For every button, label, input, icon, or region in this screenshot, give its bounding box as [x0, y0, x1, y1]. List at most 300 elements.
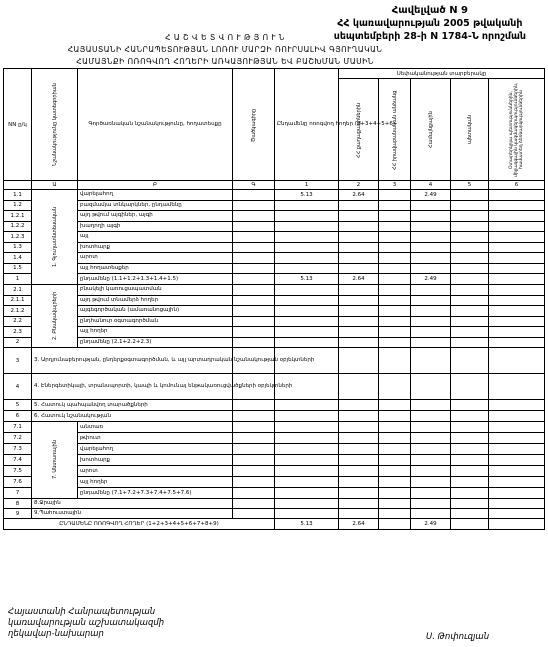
- row-number: 5: [4, 400, 32, 411]
- legal-cell: [379, 316, 411, 327]
- foreign-cell: [489, 509, 545, 519]
- index-cell: 4: [411, 181, 451, 190]
- table-row: [4, 433, 545, 444]
- total-cell: [275, 509, 339, 519]
- row-name: 5. Հատուկ պահպանվող տարածքների: [32, 400, 233, 411]
- community-cell: [411, 295, 451, 306]
- total-cell: [275, 455, 339, 466]
- index-cell: 5: [451, 181, 489, 190]
- foreign-cell: [489, 433, 545, 444]
- row-name: ընդամենը (1.1+1.2+1.3+1.4+1.5): [78, 274, 233, 285]
- row-number: 1.5: [4, 263, 32, 274]
- table-row: [4, 499, 545, 509]
- state-cell: [451, 455, 489, 466]
- total-cell: [275, 327, 339, 338]
- table-row: [4, 422, 545, 433]
- row-name: այլ հողեր: [78, 327, 233, 338]
- state-cell: [451, 285, 489, 296]
- community-cell: [411, 337, 451, 348]
- row-name: խոտհարք: [78, 455, 233, 466]
- row-name: այլ հողեր: [78, 477, 233, 488]
- annex-number: Հավելված N 9: [391, 5, 469, 16]
- row-number: 4: [4, 374, 32, 400]
- state-cell: [451, 316, 489, 327]
- citizens-cell: 2.64: [339, 519, 379, 530]
- state-cell: [451, 337, 489, 348]
- legal-cell: [379, 274, 411, 285]
- citizens-cell: [339, 263, 379, 274]
- state-cell: [451, 411, 489, 422]
- table-row: [4, 242, 545, 253]
- row-number: 2.2: [4, 316, 32, 327]
- row-name: արոտ: [78, 253, 233, 264]
- community-cell: [411, 253, 451, 264]
- community-cell: [411, 348, 451, 374]
- state-cell: [451, 433, 489, 444]
- table-row: [4, 253, 545, 264]
- citizens-cell: [339, 327, 379, 338]
- foreign-cell: [489, 411, 545, 422]
- row-number: 7.4: [4, 455, 32, 466]
- table-row: [4, 337, 545, 348]
- col-community: Համայնքային: [427, 111, 434, 148]
- row-number: 1.2: [4, 200, 32, 211]
- citizens-cell: [339, 455, 379, 466]
- index-cell: 1: [275, 181, 339, 190]
- state-cell: [451, 327, 489, 338]
- total-cell: [275, 433, 339, 444]
- legal-cell: [379, 466, 411, 477]
- community-cell: [411, 488, 451, 499]
- table-row: [4, 232, 545, 243]
- group-label: 7. Անտառային: [51, 440, 58, 480]
- code-cell: [233, 422, 275, 433]
- total-cell: [275, 466, 339, 477]
- total-cell: 5.13: [275, 190, 339, 201]
- code-cell: [233, 306, 275, 317]
- col-citizens: ՀՀ քաղաքացիներին: [355, 101, 362, 158]
- citizens-cell: [339, 221, 379, 232]
- row-name: ընդհանուր օգտագործման: [78, 316, 233, 327]
- foreign-cell: [489, 400, 545, 411]
- citizens-cell: [339, 316, 379, 327]
- group-label-cell: [32, 285, 78, 348]
- code-cell: [233, 232, 275, 243]
- foreign-cell: [489, 519, 545, 530]
- table-row: [4, 374, 545, 400]
- code-cell: [233, 337, 275, 348]
- row-number: 8: [4, 499, 32, 509]
- state-cell: [451, 374, 489, 400]
- community-cell: [411, 509, 451, 519]
- community-cell: [411, 211, 451, 222]
- citizens-cell: [339, 285, 379, 296]
- state-cell: [451, 477, 489, 488]
- code-cell: [233, 253, 275, 264]
- citizens-cell: [339, 400, 379, 411]
- row-name: խաղողի այգի: [78, 221, 233, 232]
- foreign-cell: [489, 190, 545, 201]
- row-number: 1.3: [4, 242, 32, 253]
- code-cell: [233, 477, 275, 488]
- legal-cell: [379, 190, 411, 201]
- community-cell: [411, 242, 451, 253]
- foreign-cell: [489, 295, 545, 306]
- legal-cell: [379, 221, 411, 232]
- code-cell: [233, 200, 275, 211]
- row-name: 8.Ջրային: [32, 499, 233, 509]
- code-cell: [233, 488, 275, 499]
- community-cell: 2.49: [411, 519, 451, 530]
- row-number: 2.1: [4, 285, 32, 296]
- report-subtitle-1: ՀԱՅԱՍՏԱՆԻ ՀԱՆՐԱՊԵՏՈՒԹՅԱՆ ԼՈՌՈՒ ՄԱՐԶԻ ՌՈՒՐՍԱԼԻՎ ԳՅՈՒՂԱԿԱՆ: [67, 45, 383, 54]
- foreign-cell: [489, 444, 545, 455]
- row-number: 1.2.2: [4, 221, 32, 232]
- foreign-cell: [489, 455, 545, 466]
- code-cell: [233, 509, 275, 519]
- row-number: 7.6: [4, 477, 32, 488]
- community-cell: 2.49: [411, 190, 451, 201]
- table-row: [4, 327, 545, 338]
- index-row: [4, 181, 545, 190]
- state-cell: [451, 242, 489, 253]
- signatory-title: [8, 607, 164, 640]
- table-row: [4, 190, 545, 201]
- community-cell: [411, 466, 451, 477]
- col-purpose: Նշանակությունը կատեգորիան: [51, 83, 58, 166]
- citizens-cell: 2.64: [339, 274, 379, 285]
- code-cell: [233, 242, 275, 253]
- total-cell: [275, 499, 339, 509]
- state-cell: [451, 466, 489, 477]
- code-cell: [233, 466, 275, 477]
- community-cell: [411, 411, 451, 422]
- signatory-line-2: կառավարության աշխատակազմի: [8, 618, 165, 628]
- total-cell: [275, 263, 339, 274]
- total-cell: [275, 285, 339, 296]
- code-cell: [233, 411, 275, 422]
- code-cell: [233, 400, 275, 411]
- foreign-cell: [489, 253, 545, 264]
- community-cell: [411, 285, 451, 296]
- table-row: [4, 400, 545, 411]
- row-number: 6: [4, 411, 32, 422]
- row-name: վարելահող: [78, 190, 233, 201]
- row-number: 2.1.2: [4, 306, 32, 317]
- foreign-cell: [489, 422, 545, 433]
- code-cell: [233, 190, 275, 201]
- row-number: 2.1.1: [4, 295, 32, 306]
- foreign-cell: [489, 200, 545, 211]
- table-row: [4, 477, 545, 488]
- community-cell: [411, 499, 451, 509]
- total-cell: [275, 295, 339, 306]
- signatory-line-1: Հայաստանի Հանրապետության: [8, 607, 156, 617]
- row-number: 1.1: [4, 190, 32, 201]
- row-number: 1.2.1: [4, 211, 32, 222]
- code-cell: [233, 499, 275, 509]
- citizens-cell: [339, 499, 379, 509]
- legal-cell: [379, 285, 411, 296]
- row-number: 2.3: [4, 327, 32, 338]
- table-row: [4, 200, 545, 211]
- total-cell: [275, 444, 339, 455]
- col-foreign: Օտարերկրյա պետություններին, միջազգային կազմակերպություններին, համատեղ ձեռնարկություններին: [509, 82, 525, 177]
- table-row: [4, 488, 545, 499]
- row-name: թփուտ: [78, 433, 233, 444]
- foreign-cell: [489, 337, 545, 348]
- legal-cell: [379, 400, 411, 411]
- total-cell: [275, 221, 339, 232]
- group-label: 2. Բնակավայրերի: [51, 291, 58, 341]
- state-cell: [451, 509, 489, 519]
- row-name: 6. Հատուկ նշանակության: [32, 411, 233, 422]
- col-legal: ՀՀ իրավաբանական անձանց: [391, 89, 398, 170]
- citizens-cell: [339, 232, 379, 243]
- legal-cell: [379, 509, 411, 519]
- legal-cell: [379, 411, 411, 422]
- col-code: Ծածկագիրը: [250, 107, 257, 142]
- legal-cell: [379, 422, 411, 433]
- table-row: [4, 444, 545, 455]
- state-cell: [451, 221, 489, 232]
- state-cell: [451, 253, 489, 264]
- total-cell: [275, 316, 339, 327]
- row-number: 9: [4, 509, 32, 519]
- legal-cell: [379, 306, 411, 317]
- index-cell: 6: [489, 181, 545, 190]
- col-ownership-group: Սեփականության տարբերակը: [339, 69, 545, 79]
- foreign-cell: [489, 316, 545, 327]
- legal-cell: [379, 444, 411, 455]
- legal-cell: [379, 337, 411, 348]
- state-cell: [451, 200, 489, 211]
- citizens-cell: [339, 466, 379, 477]
- citizens-cell: [339, 444, 379, 455]
- row-name: արոտ: [78, 466, 233, 477]
- citizens-cell: [339, 295, 379, 306]
- index-cell: Բ: [78, 181, 233, 190]
- code-cell: [233, 316, 275, 327]
- legal-cell: [379, 519, 411, 530]
- row-number: 7.5: [4, 466, 32, 477]
- citizens-cell: [339, 374, 379, 400]
- citizens-cell: [339, 433, 379, 444]
- legal-cell: [379, 488, 411, 499]
- row-name: անտառ: [78, 422, 233, 433]
- citizens-cell: 2.64: [339, 190, 379, 201]
- foreign-cell: [489, 232, 545, 243]
- legal-cell: [379, 263, 411, 274]
- land-table: [3, 68, 545, 530]
- report-title: Հ Ա Շ Վ Ե Տ Վ Ո Ւ Թ Յ Ո Ւ Ն: [165, 33, 285, 42]
- community-cell: 2.49: [411, 274, 451, 285]
- table-row: [4, 455, 545, 466]
- foreign-cell: [489, 285, 545, 296]
- foreign-cell: [489, 477, 545, 488]
- row-name: բազմամյա տնկարկներ, ընդամենը: [78, 200, 233, 211]
- grand-total-row: [4, 519, 545, 530]
- total-cell: [275, 306, 339, 317]
- total-cell: [275, 253, 339, 264]
- col-name: Գործառնական նշանակությունը, հողատեսքը: [78, 69, 233, 181]
- row-number: 1: [4, 274, 32, 285]
- community-cell: [411, 400, 451, 411]
- code-cell: [233, 263, 275, 274]
- community-cell: [411, 422, 451, 433]
- citizens-cell: [339, 211, 379, 222]
- table-row: [4, 466, 545, 477]
- total-cell: [275, 200, 339, 211]
- total-cell: [275, 422, 339, 433]
- signatory-name: Ս. Թոփուզյան: [426, 632, 490, 642]
- row-name: այլ հողատեսքեր: [78, 263, 233, 274]
- legal-cell: [379, 253, 411, 264]
- total-cell: 5.13: [275, 274, 339, 285]
- community-cell: [411, 327, 451, 338]
- signatory-line-3: ղեկավար-նախարար: [8, 629, 104, 639]
- foreign-cell: [489, 327, 545, 338]
- total-cell: 5.13: [275, 519, 339, 530]
- table-row: [4, 316, 545, 327]
- table-row: [4, 274, 545, 285]
- row-number: 7.1: [4, 422, 32, 433]
- total-cell: [275, 411, 339, 422]
- code-cell: [233, 285, 275, 296]
- community-cell: [411, 221, 451, 232]
- code-cell: [233, 221, 275, 232]
- state-cell: [451, 295, 489, 306]
- legal-cell: [379, 327, 411, 338]
- state-cell: [451, 488, 489, 499]
- state-cell: [451, 444, 489, 455]
- grand-total-label: ԸՆԴԱՄԵՆԸ ՈՌՈԳՎՈՂ ՀՈՂԵՐ (1+2+3+4+5+6+7+8+9): [4, 519, 275, 530]
- row-name: բնակելի կառուցապատման: [78, 285, 233, 296]
- code-cell: [233, 211, 275, 222]
- index-cell: Գ: [233, 181, 275, 190]
- table-row: [4, 221, 545, 232]
- code-cell: [233, 327, 275, 338]
- code-cell: [233, 274, 275, 285]
- table-row: [4, 306, 545, 317]
- state-cell: [451, 232, 489, 243]
- report-subtitle-2: ՀԱՄԱՅՆՔԻ ՈՌՈԳՎՈՂ ՀՈՂԵՐԻ ԱՌԿԱՅՈՒԹՅԱՆ ԵՎ ԲԱՇԽՄԱՆ ՄԱՍԻՆ: [76, 57, 374, 66]
- foreign-cell: [489, 274, 545, 285]
- legal-cell: [379, 433, 411, 444]
- code-cell: [233, 455, 275, 466]
- citizens-cell: [339, 306, 379, 317]
- row-number: 3: [4, 348, 32, 374]
- row-name: այդ թվում այգիներ, այգի: [78, 211, 233, 222]
- citizens-cell: [339, 509, 379, 519]
- annex-decree-line: ՀՀ կառավարության 2005 թվականի: [337, 18, 523, 29]
- col-state: պետական: [466, 115, 473, 144]
- community-cell: [411, 200, 451, 211]
- row-name: այդ թվում տնամերձ հողեր: [78, 295, 233, 306]
- row-name: 4. Էներգետիկայի, տրանսպորտի, կապի և կոմունալ ենթակառուցվածքների օբյեկտների: [32, 374, 233, 400]
- foreign-cell: [489, 263, 545, 274]
- table-row: [4, 348, 545, 374]
- total-cell: [275, 232, 339, 243]
- code-cell: [233, 444, 275, 455]
- index-cell: 2: [339, 181, 379, 190]
- citizens-cell: [339, 253, 379, 264]
- state-cell: [451, 306, 489, 317]
- row-name: ընդամենը (7.1+7.2+7.3+7.4+7.5+7.6): [78, 488, 233, 499]
- community-cell: [411, 316, 451, 327]
- foreign-cell: [489, 488, 545, 499]
- table-row: [4, 295, 545, 306]
- legal-cell: [379, 232, 411, 243]
- legal-cell: [379, 348, 411, 374]
- foreign-cell: [489, 211, 545, 222]
- community-cell: [411, 477, 451, 488]
- state-cell: [451, 190, 489, 201]
- total-cell: [275, 477, 339, 488]
- row-name: 9.Պահուստային: [32, 509, 233, 519]
- row-number: 1.2.3: [4, 232, 32, 243]
- community-cell: [411, 433, 451, 444]
- citizens-cell: [339, 477, 379, 488]
- legal-cell: [379, 477, 411, 488]
- community-cell: [411, 232, 451, 243]
- row-number: 7.2: [4, 433, 32, 444]
- group-label: 1. Գյուղատնտեսական: [51, 206, 58, 268]
- legal-cell: [379, 242, 411, 253]
- foreign-cell: [489, 466, 545, 477]
- legal-cell: [379, 455, 411, 466]
- citizens-cell: [339, 200, 379, 211]
- foreign-cell: [489, 221, 545, 232]
- state-cell: [451, 211, 489, 222]
- col-total: Ընդամենը ոռոգվող հողեր (2+3+4+5+6): [275, 69, 339, 181]
- community-cell: [411, 306, 451, 317]
- code-cell: [233, 433, 275, 444]
- index-cell: 3: [379, 181, 411, 190]
- row-number: 7.3: [4, 444, 32, 455]
- index-cell: Ա: [32, 181, 78, 190]
- citizens-cell: [339, 488, 379, 499]
- row-name: խոտհարք: [78, 242, 233, 253]
- row-number: 7: [4, 488, 32, 499]
- state-cell: [451, 348, 489, 374]
- state-cell: [451, 499, 489, 509]
- legal-cell: [379, 200, 411, 211]
- foreign-cell: [489, 374, 545, 400]
- table-row: [4, 263, 545, 274]
- total-cell: [275, 242, 339, 253]
- foreign-cell: [489, 242, 545, 253]
- total-cell: [275, 400, 339, 411]
- community-cell: [411, 374, 451, 400]
- legal-cell: [379, 211, 411, 222]
- citizens-cell: [339, 411, 379, 422]
- citizens-cell: [339, 348, 379, 374]
- code-cell: [233, 295, 275, 306]
- row-name: 3. Արդյունաբերության, ընդերքօգտագործման, և այլ արտադրական նշանակության օբյեկտների: [32, 348, 233, 374]
- row-number: 2: [4, 337, 32, 348]
- community-cell: [411, 444, 451, 455]
- table-row: [4, 509, 545, 519]
- legal-cell: [379, 499, 411, 509]
- citizens-cell: [339, 422, 379, 433]
- col-nn: NN ը/կ: [4, 69, 32, 181]
- state-cell: [451, 422, 489, 433]
- legal-cell: [379, 374, 411, 400]
- state-cell: [451, 400, 489, 411]
- row-number: 1.4: [4, 253, 32, 264]
- total-cell: [275, 488, 339, 499]
